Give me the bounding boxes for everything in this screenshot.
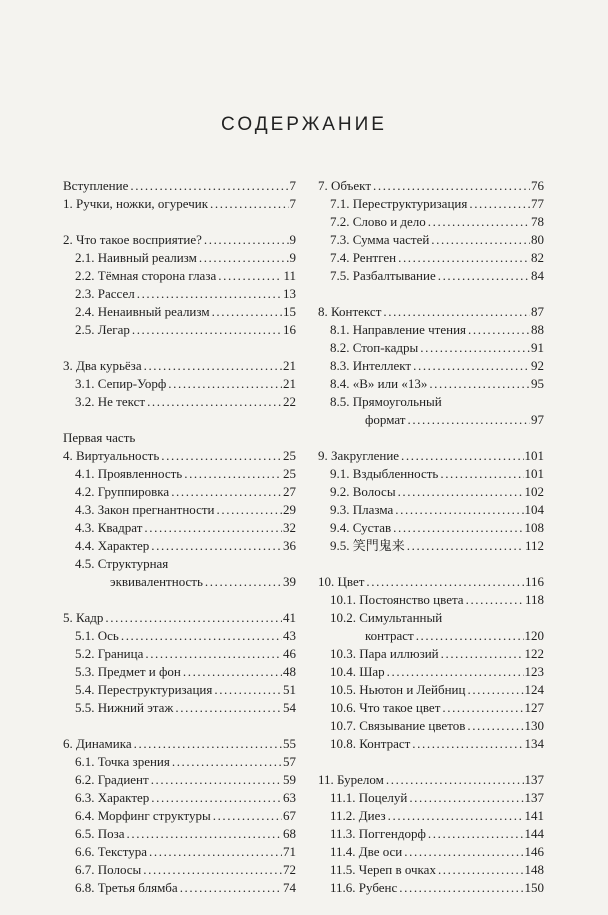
- leader-dots: [147, 393, 282, 411]
- toc-page-number: 57: [283, 754, 296, 769]
- toc-page-number: 54: [283, 700, 296, 715]
- toc-entry[interactable]: [63, 699, 296, 717]
- toc-page-number: 137: [524, 790, 544, 805]
- toc-entry[interactable]: [318, 681, 544, 699]
- toc-entry[interactable]: [63, 285, 296, 303]
- toc-entry-label: 9.5. 笑門鬼来: [330, 538, 405, 553]
- toc-entry-label: 6.6. Текстура: [75, 844, 148, 859]
- toc-entry-label: 6.2. Градиент: [75, 772, 149, 787]
- toc-entry-label: 4. Виртуальность: [63, 448, 160, 463]
- leader-dots: [467, 717, 523, 735]
- leader-dots: [144, 519, 282, 537]
- toc-entry-label: 5.4. Переструктуризация: [75, 682, 213, 697]
- toc-page-number: 72: [283, 862, 296, 877]
- leader-dots: [134, 735, 282, 753]
- toc-entry-label: 11.6. Рубенс: [330, 880, 398, 895]
- leader-dots: [395, 501, 523, 519]
- leader-dots: [149, 843, 282, 861]
- toc-entry[interactable]: [63, 303, 296, 321]
- toc-entry-label: 8.5. Прямоугольный: [330, 394, 442, 409]
- toc-entry[interactable]: [318, 645, 544, 663]
- toc-page-number: 13: [283, 286, 296, 301]
- toc-entry[interactable]: [63, 663, 296, 681]
- toc-entry[interactable]: [318, 501, 544, 519]
- leader-dots: [199, 249, 289, 267]
- toc-entry[interactable]: [63, 249, 296, 267]
- leader-dots: [412, 735, 523, 753]
- toc-entry-label: 11.2. Диез: [330, 808, 386, 823]
- leader-dots: [438, 861, 524, 879]
- toc-entry-label: 10.5. Ньютон и Лейбниц: [330, 682, 466, 697]
- leader-dots: [393, 519, 523, 537]
- toc-page-number: 76: [531, 178, 544, 193]
- toc-entry[interactable]: [63, 447, 296, 465]
- toc-entry-label: 2.5. Легар: [75, 322, 130, 337]
- toc-entry-label: 4.4. Характер: [75, 538, 150, 553]
- toc-entry[interactable]: [63, 519, 296, 537]
- toc-entry[interactable]: [318, 393, 544, 429]
- toc-entry-line: [75, 573, 296, 591]
- toc-page-number: 11: [283, 268, 296, 283]
- leader-dots: [404, 843, 523, 861]
- leader-dots: [383, 303, 530, 321]
- toc-page-number: 130: [524, 718, 544, 733]
- leader-dots: [217, 501, 282, 519]
- toc-page-number: 122: [524, 646, 544, 661]
- toc-page-number: 67: [283, 808, 296, 823]
- toc-entry[interactable]: [318, 717, 544, 735]
- toc-entry-label: 10.3. Пара иллюзий: [330, 646, 439, 661]
- toc-entry[interactable]: [318, 321, 544, 339]
- toc-group: [63, 429, 296, 591]
- toc-page-number: 104: [524, 502, 544, 517]
- toc-entry-label: 10.7. Связывание цветов: [330, 718, 466, 733]
- toc-page-number: 16: [283, 322, 296, 337]
- toc-entry-label: 11.3. Поггендорф: [330, 826, 426, 841]
- leader-dots: [467, 681, 523, 699]
- toc-entry-label: 2.1. Наивный реализм: [75, 250, 197, 265]
- toc-entry-label: 5.3. Предмет и фон: [75, 664, 181, 679]
- toc-entry-label: 5.2. Граница: [75, 646, 144, 661]
- toc-entry[interactable]: [63, 843, 296, 861]
- leader-dots: [210, 195, 288, 213]
- toc-entry[interactable]: [318, 231, 544, 249]
- leader-dots: [127, 825, 282, 843]
- leader-dots: [407, 411, 530, 429]
- toc-page-number: 55: [283, 736, 296, 751]
- toc-entry[interactable]: [318, 447, 544, 465]
- toc-page-number: 124: [524, 682, 544, 697]
- toc-page-number: 88: [531, 322, 544, 337]
- toc-entry[interactable]: [63, 465, 296, 483]
- toc-page-number: 91: [531, 340, 544, 355]
- toc-group: [63, 735, 296, 897]
- toc-entry[interactable]: [318, 519, 544, 537]
- toc-entry-label: 8.2. Стоп-кадры: [330, 340, 419, 355]
- toc-entry-label: 7.3. Сумма частей: [330, 232, 430, 247]
- toc-entry-label: 4.2. Группировка: [75, 484, 170, 499]
- toc-page-number: 78: [531, 214, 544, 229]
- leader-dots: [428, 825, 524, 843]
- toc-entry-label: 1. Ручки, ножки, огуречик: [63, 196, 209, 211]
- toc-page-number: 80: [531, 232, 544, 247]
- toc-entry-label: 7. Объект: [318, 178, 371, 193]
- leader-dots: [145, 645, 282, 663]
- toc-page-number: 68: [283, 826, 296, 841]
- toc-entry[interactable]: [318, 375, 544, 393]
- toc-entry-label: 3.2. Не текст: [75, 394, 146, 409]
- toc-right-column: [318, 177, 544, 915]
- toc-page-number: 101: [524, 466, 544, 481]
- leader-dots: [205, 573, 282, 591]
- toc-entry[interactable]: [63, 771, 296, 789]
- toc-page-number: 84: [531, 268, 544, 283]
- toc-entry[interactable]: [318, 861, 544, 879]
- toc-page-number: 87: [531, 304, 544, 319]
- toc-entry-label: 5.5. Нижний этаж: [75, 700, 174, 715]
- leader-dots: [175, 699, 282, 717]
- toc-entry-label: 11.5. Череп в очках: [330, 862, 436, 877]
- toc-page-number: 134: [524, 736, 544, 751]
- toc-entry[interactable]: [63, 807, 296, 825]
- toc-entry-label: 7.1. Переструктуризация: [330, 196, 468, 211]
- toc-entry-label: 9.4. Сустав: [330, 520, 392, 535]
- toc-entry-label: 4.5. Структурная: [75, 556, 169, 571]
- toc-entry[interactable]: [318, 879, 544, 897]
- leader-dots: [388, 807, 524, 825]
- toc-entry-label: 8.3. Интеллект: [330, 358, 412, 373]
- toc-page-number: 148: [524, 862, 544, 877]
- leader-dots: [466, 591, 524, 609]
- toc-page-number: 15: [283, 304, 296, 319]
- toc-group: [318, 303, 544, 429]
- toc-page-number: 29: [283, 502, 296, 517]
- toc-page-number: 141: [524, 808, 544, 823]
- toc-group: [318, 573, 544, 753]
- toc-entry[interactable]: [318, 735, 544, 753]
- toc-page-number: 48: [283, 664, 296, 679]
- toc-page-number: 137: [524, 772, 544, 787]
- toc-entry[interactable]: [318, 771, 544, 789]
- toc-entry-label: 2.3. Рассел: [75, 286, 135, 301]
- toc-page-number: 77: [531, 196, 544, 211]
- toc-entry[interactable]: [63, 555, 296, 591]
- leader-dots: [214, 681, 282, 699]
- toc-entry[interactable]: [63, 267, 296, 285]
- leader-dots: [366, 573, 524, 591]
- toc-page-number: 22: [283, 394, 296, 409]
- toc-entry-label: 6.3. Характер: [75, 790, 150, 805]
- toc-entry-label: 8.4. «B» или «13»: [330, 376, 428, 391]
- part-heading: Первая часть: [63, 430, 136, 445]
- leader-dots: [168, 375, 282, 393]
- toc-group: [63, 357, 296, 411]
- toc-entry[interactable]: [63, 681, 296, 699]
- toc-entry-label: 6.7. Полосы: [75, 862, 142, 877]
- toc-entry[interactable]: [63, 375, 296, 393]
- toc-entry-label: 5. Кадр: [63, 610, 104, 625]
- toc-entry-label: Вступление: [63, 178, 129, 193]
- toc-entry-label: 11. Бурелом: [318, 772, 384, 787]
- toc-entry-label: 7.5. Разбалтывание: [330, 268, 436, 283]
- toc-entry[interactable]: [318, 699, 544, 717]
- toc-page-number: 118: [524, 592, 544, 607]
- toc-entry-label: 6.4. Морфинг структуры: [75, 808, 211, 823]
- toc-entry[interactable]: [318, 213, 544, 231]
- toc-entry-label: 5.1. Ось: [75, 628, 119, 643]
- toc-entry-label: 4.3. Закон прегнантности: [75, 502, 215, 517]
- toc-entry-label: 10. Цвет: [318, 574, 365, 589]
- toc-entry[interactable]: [318, 591, 544, 609]
- toc-entry-line: [330, 411, 544, 429]
- toc-page-number: 123: [524, 664, 544, 679]
- leader-dots: [151, 537, 282, 555]
- toc-page-number: 102: [524, 484, 544, 499]
- toc-entry-label: 6.8. Третья блямба: [75, 880, 178, 895]
- toc-entry-label: 9.2. Волосы: [330, 484, 396, 499]
- toc-page-number: 146: [524, 844, 544, 859]
- toc-page-number: 127: [524, 700, 544, 715]
- toc-entry[interactable]: [318, 249, 544, 267]
- toc-entry[interactable]: [63, 483, 296, 501]
- leader-dots: [469, 195, 530, 213]
- toc-page-number: 41: [283, 610, 296, 625]
- toc-group: [63, 231, 296, 339]
- toc-page-number: 63: [283, 790, 296, 805]
- leader-dots: [130, 177, 288, 195]
- leader-dots: [398, 249, 530, 267]
- toc-page-number: 71: [283, 844, 296, 859]
- leader-dots: [105, 609, 282, 627]
- toc-entry-label: 8.1. Направление чтения: [330, 322, 467, 337]
- leader-dots: [373, 177, 530, 195]
- leader-dots: [438, 267, 530, 285]
- toc-entry[interactable]: [318, 843, 544, 861]
- toc-left-column: [63, 177, 296, 915]
- leader-dots: [442, 699, 523, 717]
- toc-page-number: 36: [283, 538, 296, 553]
- leader-dots: [204, 231, 289, 249]
- toc-page-number: 51: [283, 682, 296, 697]
- toc-page-number: 7: [289, 196, 296, 211]
- toc-entry[interactable]: [63, 357, 296, 375]
- leader-dots: [420, 339, 530, 357]
- leader-dots: [213, 807, 282, 825]
- toc-page-number: 95: [531, 376, 544, 391]
- toc-entry-label: 6. Динамика: [63, 736, 132, 751]
- toc-entry[interactable]: [63, 501, 296, 519]
- leader-dots: [429, 375, 530, 393]
- toc-entry[interactable]: [63, 735, 296, 753]
- leader-dots: [144, 357, 282, 375]
- toc-page-number: 25: [283, 466, 296, 481]
- toc-entry[interactable]: [63, 177, 296, 195]
- toc-entry-label: 8. Контекст: [318, 304, 382, 319]
- toc-page-number: 120: [524, 628, 544, 643]
- toc-page-number: 46: [283, 646, 296, 661]
- toc-entry[interactable]: [63, 195, 296, 213]
- toc-entry[interactable]: [318, 339, 544, 357]
- toc-page-number: 21: [283, 358, 296, 373]
- toc-entry-label: 11.1. Поцелуй: [330, 790, 408, 805]
- toc-entry-label: 10.4. Шар: [330, 664, 385, 679]
- toc-entry-label: 6.5. Поза: [75, 826, 125, 841]
- leader-dots: [428, 213, 530, 231]
- toc-entry[interactable]: [318, 537, 544, 555]
- toc-entry-label: 6.1. Точка зрения: [75, 754, 170, 769]
- toc-page-number: 112: [524, 538, 544, 553]
- toc-entry[interactable]: [318, 267, 544, 285]
- leader-dots: [212, 303, 282, 321]
- toc-page-number: 43: [283, 628, 296, 643]
- toc-entry[interactable]: [63, 825, 296, 843]
- toc-entry[interactable]: [63, 645, 296, 663]
- toc-entry[interactable]: [63, 627, 296, 645]
- toc-entry-label: 9.1. Вздыбленность: [330, 466, 439, 481]
- toc-page-number: 7: [289, 178, 296, 193]
- toc-entry[interactable]: [63, 537, 296, 555]
- toc-page-number: 59: [283, 772, 296, 787]
- leader-dots: [386, 771, 524, 789]
- toc-entry-label: 3. Два курьёза: [63, 358, 142, 373]
- leader-dots: [151, 789, 282, 807]
- toc-entry[interactable]: [63, 879, 296, 897]
- toc-entry[interactable]: [318, 195, 544, 213]
- leader-dots: [413, 357, 530, 375]
- toc-entry[interactable]: [318, 825, 544, 843]
- toc-group: [318, 177, 544, 285]
- toc-group: [63, 609, 296, 717]
- toc-page-number: 39: [283, 574, 296, 589]
- toc-entry-label-cont: контраст: [365, 628, 414, 643]
- toc-entry[interactable]: [63, 393, 296, 411]
- toc-entry-line: [330, 627, 544, 645]
- toc-entry-label: 4.3. Квадрат: [75, 520, 143, 535]
- toc-entry-label: 10.8. Контраст: [330, 736, 411, 751]
- toc-entry-label-cont: формат: [365, 412, 406, 427]
- leader-dots: [121, 627, 282, 645]
- toc-entry-label: 4.1. Проявленность: [75, 466, 183, 481]
- toc-page-number: 82: [531, 250, 544, 265]
- toc-entry[interactable]: [318, 303, 544, 321]
- toc-page-number: 74: [283, 880, 296, 895]
- leader-dots: [440, 465, 523, 483]
- toc-page-number: 9: [289, 232, 296, 247]
- toc-entry[interactable]: [318, 465, 544, 483]
- toc-page-number: 25: [283, 448, 296, 463]
- toc-entry-label: 9.3. Плазма: [330, 502, 394, 517]
- toc-entry[interactable]: [63, 609, 296, 627]
- leader-dots: [218, 267, 282, 285]
- toc-page-number: 97: [531, 412, 544, 427]
- leader-dots: [171, 483, 282, 501]
- toc-page-number: 150: [524, 880, 544, 895]
- leader-dots: [143, 861, 282, 879]
- toc-entry-label: 9. Закругление: [318, 448, 400, 463]
- toc-entry-label: 10.2. Симультанный: [330, 610, 443, 625]
- leader-dots: [183, 663, 282, 681]
- toc-entry-label: 7.4. Рентген: [330, 250, 397, 265]
- toc-entry[interactable]: [318, 483, 544, 501]
- toc-page-number: 144: [524, 826, 544, 841]
- leader-dots: [468, 321, 530, 339]
- toc-entry-label: 2.4. Ненаивный реализм: [75, 304, 210, 319]
- leader-dots: [399, 879, 523, 897]
- leader-dots: [184, 465, 282, 483]
- leader-dots: [172, 753, 282, 771]
- toc-group: [318, 771, 544, 897]
- leader-dots: [398, 483, 524, 501]
- toc-entry-label: 10.6. Что такое цвет: [330, 700, 441, 715]
- toc-entry[interactable]: [63, 789, 296, 807]
- toc-entry-label: 10.1. Постоянство цвета: [330, 592, 464, 607]
- toc-entry-label: 3.1. Сепир-Уорф: [75, 376, 167, 391]
- toc-page-number: 32: [283, 520, 296, 535]
- toc-entry[interactable]: [63, 861, 296, 879]
- toc-entry[interactable]: [318, 663, 544, 681]
- leader-dots: [416, 627, 524, 645]
- toc-page-number: 101: [524, 448, 544, 463]
- toc-page-number: 27: [283, 484, 296, 499]
- leader-dots: [431, 231, 530, 249]
- toc-page-number: 9: [289, 250, 296, 265]
- leader-dots: [401, 447, 523, 465]
- leader-dots: [407, 537, 524, 555]
- leader-dots: [441, 645, 524, 663]
- toc-entry[interactable]: [318, 357, 544, 375]
- toc-entry[interactable]: [63, 321, 296, 339]
- toc-entry[interactable]: [318, 609, 544, 645]
- toc-entry[interactable]: [318, 177, 544, 195]
- toc-group: [63, 177, 296, 213]
- toc-entry-label-cont: эквивалентность: [110, 574, 203, 589]
- toc-page-number: 92: [531, 358, 544, 373]
- leader-dots: [409, 789, 523, 807]
- toc-page-number: 108: [524, 520, 544, 535]
- toc-entry[interactable]: [63, 753, 296, 771]
- toc-entry[interactable]: [63, 231, 296, 249]
- leader-dots: [161, 447, 282, 465]
- toc-entry[interactable]: [318, 807, 544, 825]
- toc-entry[interactable]: [318, 573, 544, 591]
- leader-dots: [132, 321, 282, 339]
- toc-group: [318, 447, 544, 555]
- toc-entry[interactable]: [318, 789, 544, 807]
- toc-entry-label: 2. Что такое восприятие?: [63, 232, 202, 247]
- toc-entry-label: 2.2. Тёмная сторона глаза: [75, 268, 217, 283]
- toc-page-number: 116: [524, 574, 544, 589]
- toc-entry-label: 11.4. Две оси: [330, 844, 403, 859]
- leader-dots: [387, 663, 524, 681]
- toc-page-number: 21: [283, 376, 296, 391]
- leader-dots: [137, 285, 282, 303]
- leader-dots: [151, 771, 282, 789]
- leader-dots: [180, 879, 282, 897]
- page-title: СОДЕРЖАНИЕ: [221, 114, 387, 135]
- toc-entry-label: 7.2. Слово и дело: [330, 214, 426, 229]
